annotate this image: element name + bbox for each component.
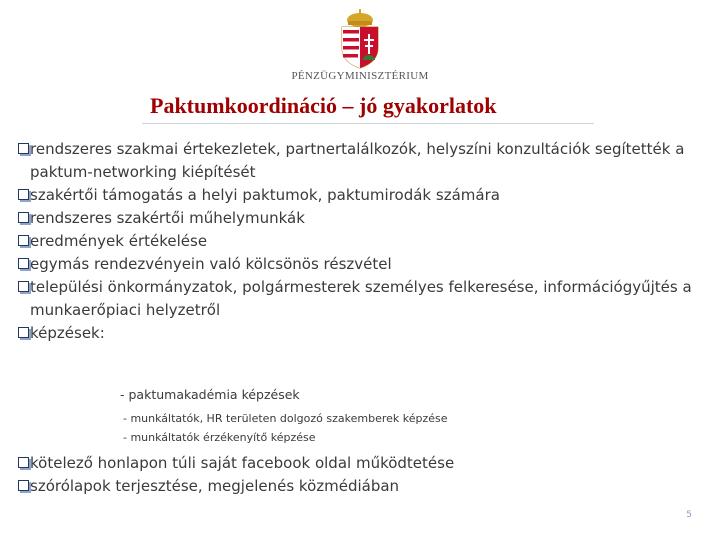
ministry-name: PÉNZÜGYMINISZTÉRIUM — [291, 70, 429, 82]
bullet-list — [14, 138, 714, 345]
bullet-text: települési önkormányzatok, polgármesterek személyes felkeresése, információgyűjtés a munkaerőpiaci helyzetről — [30, 278, 692, 319]
bullet-item — [14, 253, 714, 276]
bullet-list-bottom — [14, 452, 714, 498]
bullet-text: szakértői támogatás a helyi paktumok, paktumirodák számára — [30, 186, 500, 204]
bullet-item — [14, 322, 714, 345]
checkbox-bullet-icon — [18, 258, 29, 269]
checkbox-bullet-icon — [18, 143, 29, 154]
sub-bullet-level2: - munkáltatók érzékenyítő képzése — [123, 431, 316, 444]
checkbox-bullet-icon — [18, 480, 29, 491]
sub-bullet-level1: - paktumakadémia képzések — [120, 387, 300, 402]
bullet-text: egymás rendezvényein való kölcsönös részvétel — [30, 255, 392, 273]
checkbox-bullet-icon — [18, 281, 29, 292]
sub-bullet-level2: - munkáltatók, HR területen dolgozó szakemberek képzése — [123, 412, 448, 425]
slide-title: Paktumkoordináció – jó gyakorlatok — [150, 93, 497, 118]
bullet-text: eredmények értékelése — [30, 232, 208, 250]
bullet-text: rendszeres szakértői műhelymunkák — [30, 209, 305, 227]
bullet-item — [14, 276, 714, 322]
checkbox-bullet-icon — [18, 457, 29, 468]
page-number: 5 — [686, 510, 692, 520]
checkbox-bullet-icon — [18, 212, 29, 223]
bullet-item — [14, 452, 714, 475]
checkbox-bullet-icon — [18, 235, 29, 246]
bullet-text: képzések: — [30, 324, 105, 342]
sub-bullet-level2-list — [123, 409, 448, 447]
bullet-text: rendszeres szakmai értekezletek, partnertalálkozók, helyszíni konzultációk segítették a paktum-networking kiépítését — [30, 140, 685, 181]
title-underline — [142, 123, 594, 124]
bullet-text: kötelező honlapon túli saját facebook oldal működtetése — [30, 454, 455, 472]
bullet-item — [14, 184, 714, 207]
bullet-text: szórólapok terjesztése, megjelenés közmédiában — [30, 477, 400, 495]
bullet-item — [14, 230, 714, 253]
checkbox-bullet-icon — [18, 189, 29, 200]
bullet-item — [14, 475, 714, 498]
bullet-item — [14, 138, 714, 184]
bullet-item — [14, 207, 714, 230]
coat-of-arms-logo — [333, 8, 387, 70]
checkbox-bullet-icon — [18, 327, 29, 338]
